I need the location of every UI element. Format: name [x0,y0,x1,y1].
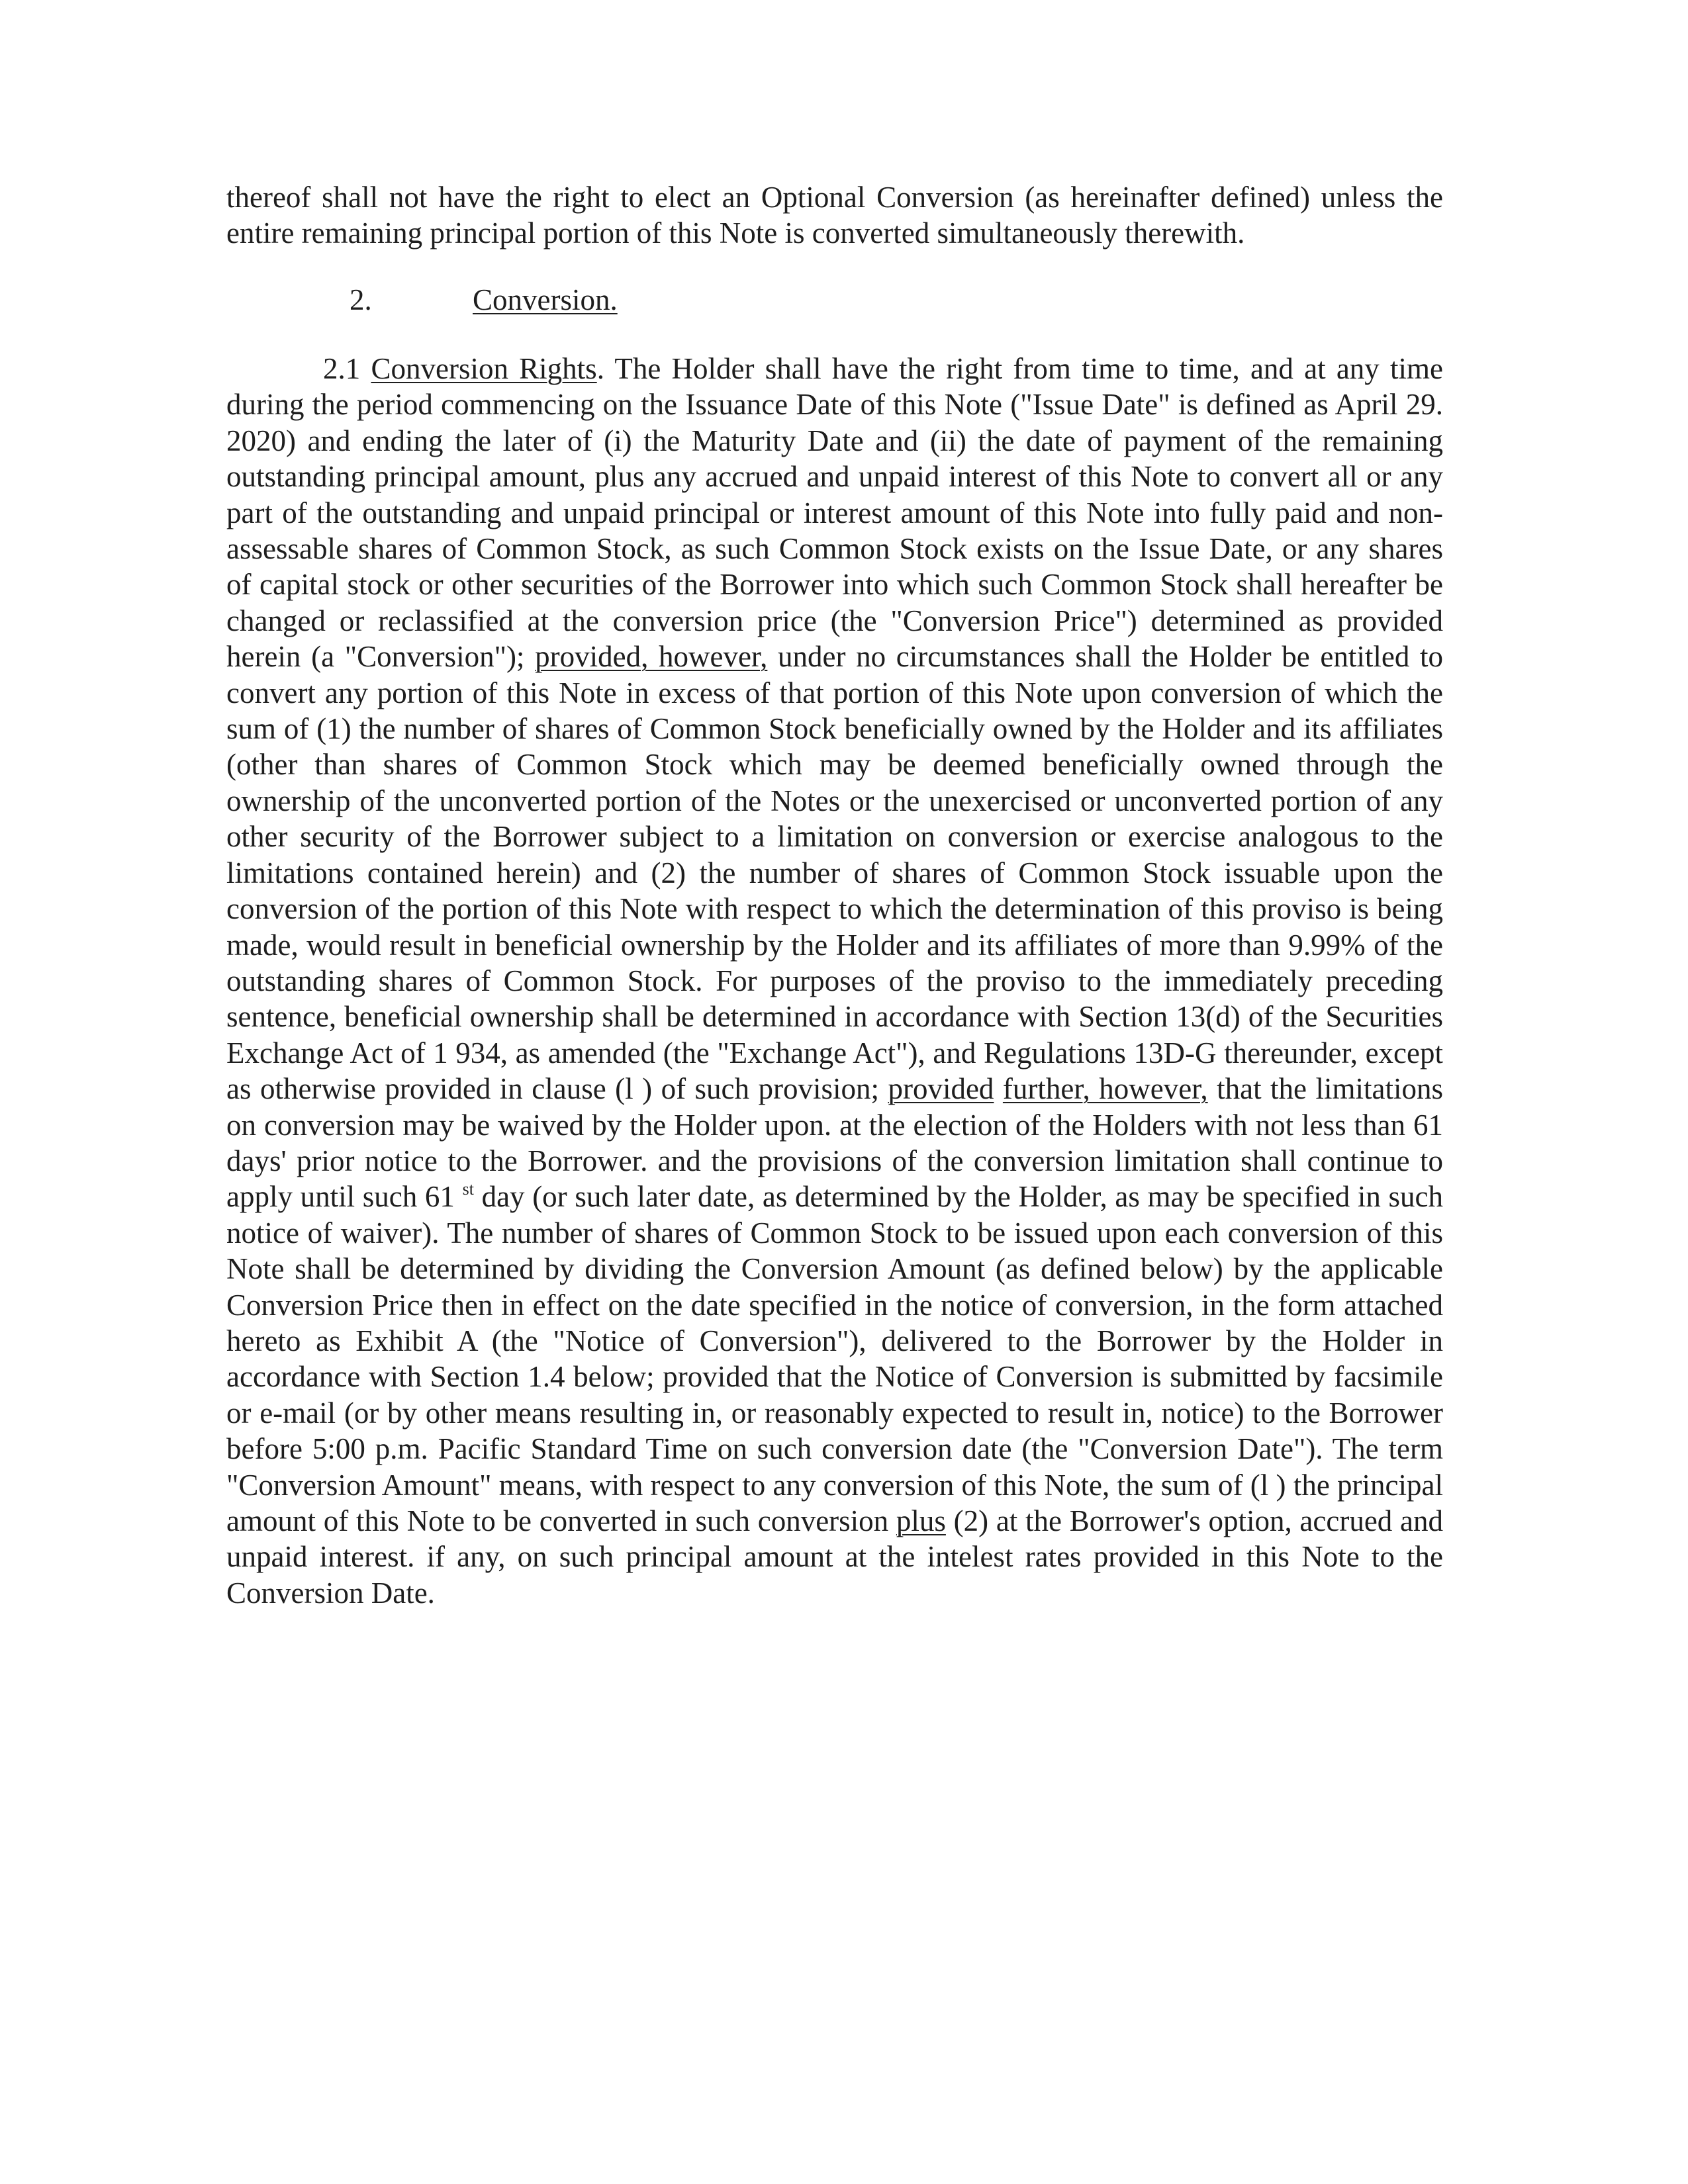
subsection-title: Conversion Rights [371,352,597,385]
continuation-paragraph: thereof shall not have the right to elect an Optional Conversion (as hereinafter defined) unless the entire remaining principal portion of this Note is converted simultaneously therewith. [226,181,1443,250]
body-text-e: (2) at the Borrower's option, accrued and unpaid interest. if any, on such principal amount at the intelest rates provided in this Note to the Conversion Date. [226,1504,1443,1610]
body-text-c: that the limitations on conversion may be waived by the Holder upon. at the election of the Holders with not less than 61 days' prior notice to the Borrower. and the provisions of the conversion limitation shall continue to apply until such 61 [226,1072,1443,1214]
body-text-b: under no circumstances shall the Holder be entitled to convert any portion of this Note in excess of that portion of this Note upon conversion of which the sum of (1) the number of shares of Common Stock beneficially owned by the Holder and its affiliates (other than shares of Common Stock which may be deemed beneficially owned through the ownership of the unconverted portion of the Notes or the unexercised or unconverted portion of any other security of the Borrower subject to a limitation on conversion or exercise analogous to the limitations contained herein) and (2) the number of shares of Common Stock issuable upon the conversion of the portion of this Note with respect to which the determination of this proviso is being made, would result in beneficial ownership by the Holder and its affiliates of more than 9.99% of the outstanding shares of Common Stock. For purposes of the proviso to the immediately preceding sentence, beneficial ownership shall be determined in accordance with Section 13(d) of the Securities Exchange Act of 1 934, as amended (the "Exchange Act"), and Regulations 13D-G thereunder, except as otherwise provided in clause (l ) of such provision; [226,640,1444,1106]
body-text-d: day (or such later date, as determined by the Holder, as may be specified in such notice of waiver). The number of shares of Common Stock to be issued upon each conversion of this Note shall be determined by dividing the Conversion Amount (as defined below) by the applicable Conversion Price then in effect on the date specified in the notice of conversion, in the form attached hereto as Exhibit A (the "Notice of Conversion"), delivered to the Borrower by the Holder in accordance with Section 1.4 below; provided that the Notice of Conversion is submitted by facsimile or e-mail (or by other means resulting in, or reasonably expected to result in, notice) to the Borrower before 5:00 p.m. Pacific Standard Time on such conversion date (the "Conversion Date"). The term "Conversion Amount" means, with respect to any conversion of this Note, the sum of (l ) the principal amount of this Note to be converted in such conversion [226,1180,1443,1537]
underlined-term-provided: provided [888,1072,994,1106]
body-text-a: . The Holder shall have the right from time to time, and at any time during the period commencing on the Issuance Date of this Note ("Issue Date" is defined as April 29. 2020) and ending the later of (i) the Maturity Date and (ii) the date of payment of the remaining outstanding principal amount, plus any accrued and unpaid interest of this Note to convert all or any part of the outstanding and unpaid principal or interest amount of this Note into fully paid and non-assessable shares of Common Stock, as such Common Stock exists on the Issue Date, or any shares of capital stock or other securities of the Borrower into which such Common Stock shall hereafter be changed or reclassified at the conversion price (the "Conversion Price") determined as provided herein (a "Conversion"); [226,352,1443,674]
conversion-rights-paragraph [226,351,1443,1611]
underlined-term-plus: plus [896,1504,946,1537]
section-title: Conversion. [473,283,618,316]
ordinal-superscript: st [462,1179,474,1199]
underlined-term-provided-however: provided, however, [535,640,768,674]
subsection-number: 2.1 [323,352,361,385]
section-heading [350,282,618,318]
section-number: 2. [350,283,372,316]
underlined-term-further-however: further, however, [1002,1072,1208,1106]
